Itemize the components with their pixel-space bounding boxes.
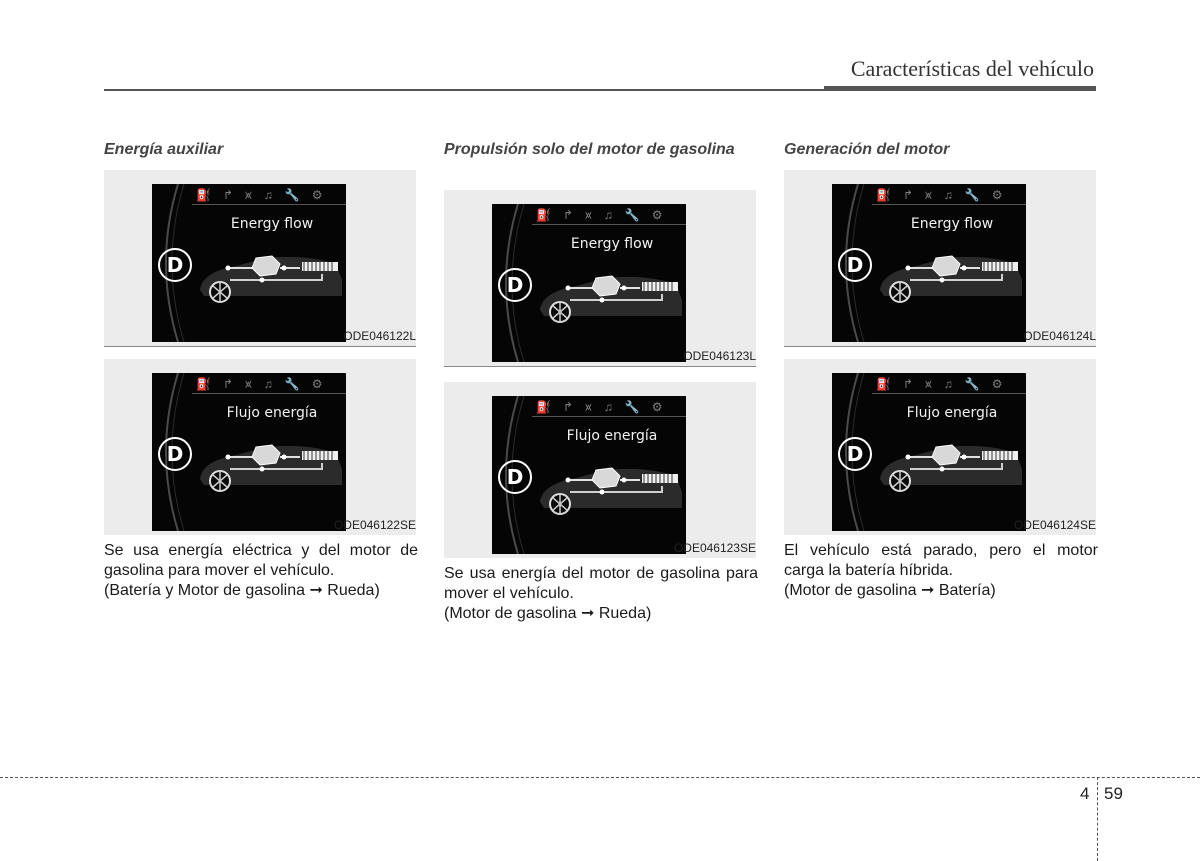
car-energy-flow-graphic bbox=[876, 439, 1024, 499]
screen-menu-divider bbox=[532, 224, 686, 225]
car-energy-flow-graphic bbox=[536, 462, 684, 522]
car-energy-flow-graphic bbox=[876, 250, 1024, 310]
music-note-icon: ♫ bbox=[603, 400, 613, 414]
figure-illustration bbox=[444, 382, 756, 558]
fuel-pump-icon: ⛽ bbox=[536, 208, 551, 222]
car-energy-flow-graphic bbox=[196, 250, 344, 310]
screen-title: Energy flow bbox=[570, 236, 654, 252]
music-note-icon: ♫ bbox=[943, 188, 953, 202]
figure-divider bbox=[444, 366, 756, 367]
route-arrow-icon: ↱ bbox=[222, 188, 234, 202]
cluster-screen bbox=[832, 373, 1026, 531]
gear-icon: ⚙ bbox=[991, 188, 1003, 202]
column-generacion-motor bbox=[784, 140, 1098, 601]
figure-illustration bbox=[444, 190, 756, 366]
gear-indicator: D bbox=[838, 248, 872, 282]
screen-menu-divider bbox=[532, 416, 686, 417]
road-icon: ⩙ bbox=[245, 377, 252, 391]
figure-code: ODE046124SE bbox=[1013, 518, 1096, 532]
figure-divider bbox=[104, 346, 416, 347]
figure-code: ODE046124L bbox=[1023, 329, 1096, 343]
screen-title: Flujo energía bbox=[566, 428, 658, 444]
cluster-screen bbox=[832, 184, 1026, 342]
fuel-pump-icon: ⛽ bbox=[536, 400, 551, 414]
figure-code: ODE046122SE bbox=[333, 518, 416, 532]
cluster-screen bbox=[492, 396, 686, 554]
fuel-pump-icon: ⛽ bbox=[196, 188, 211, 202]
figure-spanish bbox=[104, 359, 416, 535]
gear-icon: ⚙ bbox=[311, 377, 323, 391]
section-title: Propulsión solo del motor de gasolina bbox=[444, 141, 735, 158]
gear-icon: ⚙ bbox=[651, 400, 663, 414]
wrench-icon: 🔧 bbox=[624, 208, 640, 222]
screen-title: Energy flow bbox=[910, 216, 994, 232]
wrench-icon: 🔧 bbox=[964, 377, 980, 391]
figure-divider bbox=[784, 346, 1096, 347]
car-energy-flow-graphic bbox=[196, 439, 344, 499]
section-title: Energía auxiliar bbox=[104, 141, 224, 158]
screen-menu-divider bbox=[872, 204, 1026, 205]
page-header-title: Características del vehículo bbox=[850, 56, 1094, 81]
screen-menu-divider bbox=[192, 393, 346, 394]
page-number: 59 bbox=[1104, 784, 1123, 803]
route-arrow-icon: ↱ bbox=[222, 377, 234, 391]
description-text: Se usa energía del motor de gasolina para mover el vehículo. bbox=[444, 565, 758, 602]
figure-code: ODE046122L bbox=[343, 329, 416, 343]
fuel-pump-icon: ⛽ bbox=[876, 188, 891, 202]
gear-indicator: D bbox=[838, 437, 872, 471]
description bbox=[444, 564, 758, 624]
gear-icon: ⚙ bbox=[991, 377, 1003, 391]
screen-menu-divider bbox=[192, 204, 346, 205]
gear-indicator: D bbox=[158, 248, 192, 282]
header-rule-accent bbox=[824, 86, 1096, 91]
wrench-icon: 🔧 bbox=[284, 377, 300, 391]
car-energy-flow-graphic bbox=[536, 270, 684, 330]
figure-illustration bbox=[784, 359, 1096, 535]
cluster-screen bbox=[492, 204, 686, 362]
screen-menu-icons bbox=[536, 206, 686, 224]
screen-menu-divider bbox=[872, 393, 1026, 394]
route-arrow-icon: ↱ bbox=[562, 400, 574, 414]
music-note-icon: ♫ bbox=[263, 377, 273, 391]
road-icon: ⩙ bbox=[245, 188, 252, 202]
screen-menu-icons bbox=[536, 398, 686, 416]
gear-indicator: D bbox=[158, 437, 192, 471]
fuel-pump-icon: ⛽ bbox=[876, 377, 891, 391]
figure-illustration bbox=[104, 170, 416, 346]
screen-menu-icons bbox=[876, 186, 1026, 204]
music-note-icon: ♫ bbox=[263, 188, 273, 202]
cluster-screen bbox=[152, 184, 346, 342]
footer-rule bbox=[0, 777, 1200, 778]
cluster-screen bbox=[152, 373, 346, 531]
screen-menu-icons bbox=[196, 375, 346, 393]
gear-icon: ⚙ bbox=[311, 188, 323, 202]
column-propulsion-motor-gasolina bbox=[444, 140, 758, 624]
route-arrow-icon: ↱ bbox=[562, 208, 574, 222]
screen-title: Flujo energía bbox=[226, 405, 318, 421]
figure-code: ODE046123L bbox=[683, 349, 756, 363]
column-energia-auxiliar bbox=[104, 140, 418, 601]
fuel-pump-icon: ⛽ bbox=[196, 377, 211, 391]
wrench-icon: 🔧 bbox=[624, 400, 640, 414]
figure-spanish bbox=[444, 382, 756, 558]
road-icon: ⩙ bbox=[925, 377, 932, 391]
figure-english bbox=[444, 190, 756, 366]
screen-title: Flujo energía bbox=[906, 405, 998, 421]
energy-flow-text: (Batería y Motor de gasolina ➞ Rueda) bbox=[104, 582, 380, 599]
screen-menu-icons bbox=[196, 186, 346, 204]
figure-illustration bbox=[784, 170, 1096, 346]
gear-indicator: D bbox=[498, 460, 532, 494]
gear-indicator: D bbox=[498, 268, 532, 302]
figure-spanish bbox=[784, 359, 1096, 535]
route-arrow-icon: ↱ bbox=[902, 188, 914, 202]
figure-illustration bbox=[104, 359, 416, 535]
page-chapter: 4 bbox=[1080, 784, 1090, 803]
music-note-icon: ♫ bbox=[943, 377, 953, 391]
figure-english bbox=[104, 170, 416, 346]
energy-flow-text: (Motor de gasolina ➞ Rueda) bbox=[444, 605, 652, 622]
section-title: Generación del motor bbox=[784, 141, 950, 158]
wrench-icon: 🔧 bbox=[964, 188, 980, 202]
music-note-icon: ♫ bbox=[603, 208, 613, 222]
road-icon: ⩙ bbox=[585, 400, 592, 414]
energy-flow-text: (Motor de gasolina ➞ Batería) bbox=[784, 582, 996, 599]
road-icon: ⩙ bbox=[925, 188, 932, 202]
route-arrow-icon: ↱ bbox=[902, 377, 914, 391]
description-text: El vehículo está parado, pero el motor carga la batería híbrida. bbox=[784, 542, 1098, 579]
description bbox=[784, 541, 1098, 601]
screen-menu-icons bbox=[876, 375, 1026, 393]
footer-page-divider bbox=[1097, 777, 1098, 861]
road-icon: ⩙ bbox=[585, 208, 592, 222]
screen-title: Energy flow bbox=[230, 216, 314, 232]
gear-icon: ⚙ bbox=[651, 208, 663, 222]
description-text: Se usa energía eléctrica y del motor de gasolina para mover el vehículo. bbox=[104, 542, 418, 579]
figure-code: ODE046123SE bbox=[673, 541, 756, 555]
wrench-icon: 🔧 bbox=[284, 188, 300, 202]
description bbox=[104, 541, 418, 601]
figure-english bbox=[784, 170, 1096, 346]
